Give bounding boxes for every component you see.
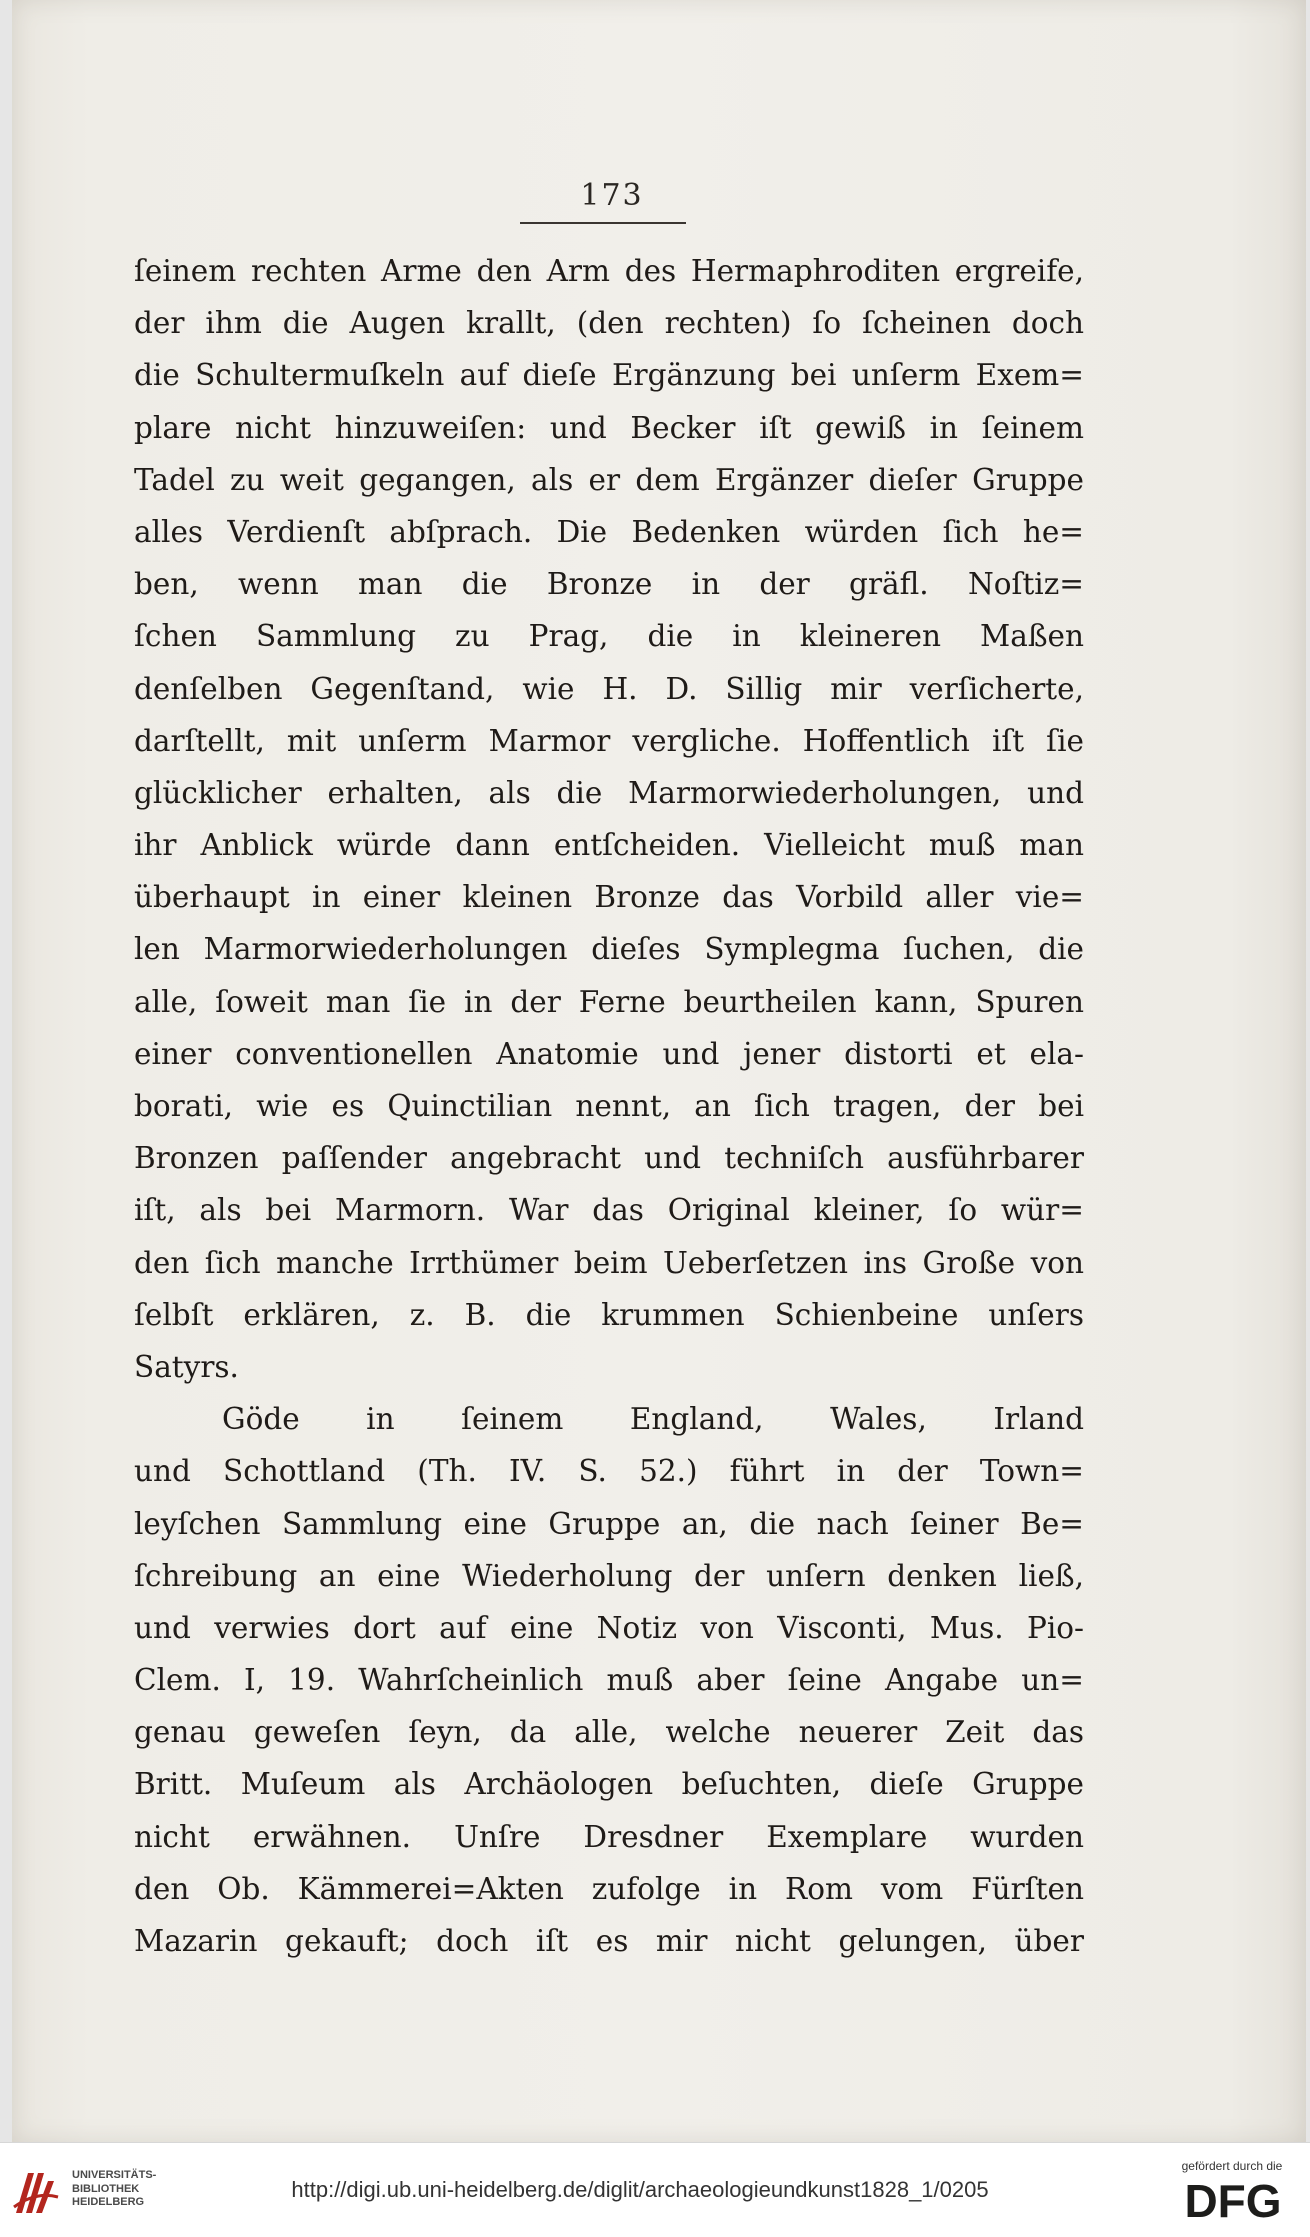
text-line: Britt. Muſeum als Archäologen beſuchten, dieſe Gruppe	[134, 1767, 1084, 1802]
paragraph-end-line: Satyrs.	[134, 1349, 239, 1384]
text-line: Tadel zu weit gegangen, als er dem Ergänzer dieſer Gruppe	[134, 462, 1084, 497]
footer-bar	[0, 2142, 1310, 2237]
library-name-line: UNIVERSITÄTS-	[72, 2169, 157, 2181]
text-line: iſt, als bei Marmorn. War das Original kleiner, ſo wür=	[134, 1193, 1084, 1228]
text-line: ſeinem rechten Arme den Arm des Hermaphroditen ergreife,	[134, 254, 1084, 288]
header-rule	[520, 222, 686, 224]
library-name-line: BIBLIOTHEK	[72, 2182, 140, 2195]
university-library-logo-icon[interactable]	[10, 2167, 62, 2219]
text-line: einer conventionellen Anatomie und jener distorti et ela-	[134, 1036, 1084, 1071]
text-line: plare nicht hinzuweiſen: und Becker iſt gewiß in ſeinem	[134, 410, 1084, 445]
dfg-logo-icon[interactable]	[1166, 2175, 1300, 2225]
text-line: und verwies dort auf eine Notiz von Visconti, Mus. Pio-	[134, 1610, 1084, 1645]
text-line: glücklicher erhalten, als die Marmorwiederholungen, und	[134, 775, 1084, 810]
text-line: nicht erwähnen. Unſre Dresdner Exemplare wurden	[134, 1819, 1084, 1854]
text-line: ſchreibung an eine Wiederholung der unſern denken ließ,	[134, 1558, 1084, 1593]
text-line: ihr Anblick würde dann entſcheiden. Vielleicht muß man	[134, 828, 1084, 863]
text-line: alles Verdienſt abſprach. Die Bedenken würden ſich he=	[134, 514, 1084, 549]
text-line: den Ob. Kämmerei=Akten zufolge in Rom vom Fürſten	[134, 1871, 1084, 1906]
body-text	[134, 245, 1084, 1967]
text-line: ſchen Sammlung zu Prag, die in kleineren Maßen	[134, 619, 1084, 654]
text-line: genau geweſen ſeyn, da alle, welche neuerer Zeit das	[134, 1715, 1084, 1750]
book-page	[12, 0, 1306, 2142]
source-url-link[interactable]: http://digi.ub.uni-heidelberg.de/diglit/archaeologieundkunst1828_1/0205	[291, 2177, 989, 2202]
text-line: und Schottland (Th. IV. S. 52.) führt in der Town=	[134, 1454, 1084, 1489]
text-line: Clem. I, 19. Wahrſcheinlich muß aber ſeine Angabe un=	[134, 1663, 1084, 1698]
text-line: denſelben Gegenſtand, wie H. D. Sillig mir verſicherte,	[134, 671, 1084, 706]
text-line: alle, ſoweit man ſie in der Ferne beurtheilen kann, Spuren	[134, 984, 1084, 1019]
text-line: borati, wie es Quinctilian nennt, an ſich tragen, der bei	[134, 1089, 1084, 1123]
text-line: leyſchen Sammlung eine Gruppe an, die nach ſeiner Be=	[134, 1506, 1084, 1541]
text-line: der ihm die Augen krallt, (den rechten) ſo ſcheinen doch	[134, 306, 1084, 341]
text-line: len Marmorwiederholungen dieſes Symplegma ſuchen, die	[134, 932, 1084, 967]
text-line: die Schultermuſkeln auf dieſe Ergänzung bei unſerm Exem=	[134, 358, 1084, 393]
text-line: den ſich manche Irrthümer beim Ueberſetzen ins Große von	[134, 1245, 1084, 1280]
library-name-line: HEIDELBERG	[72, 2196, 145, 2208]
text-line: darſtellt, mit unſerm Marmor vergliche. Hoffentlich iſt ſie	[134, 723, 1084, 758]
text-line: Mazarin gekauft; doch iſt es mir nicht gelungen, über	[134, 1924, 1084, 1958]
paragraph-start-line: Göde in ſeinem England, Wales, Irland	[222, 1402, 1084, 1437]
funding-label: gefördert durch die	[1181, 2159, 1283, 2173]
dfg-logo-text: DFG	[1184, 2175, 1282, 2225]
library-name	[72, 2169, 156, 2210]
text-line: ſelbſt erklären, z. B. die krummen Schienbeine unſers	[134, 1297, 1084, 1332]
text-line: Bronzen paſſender angebracht und techniſch ausführbarer	[134, 1141, 1084, 1176]
text-line: überhaupt in einer kleinen Bronze das Vorbild aller vie=	[134, 880, 1084, 915]
text-line: ben, wenn man die Bronze in der gräfl. Noſtiz=	[134, 567, 1084, 602]
page-number: 173	[580, 178, 644, 213]
